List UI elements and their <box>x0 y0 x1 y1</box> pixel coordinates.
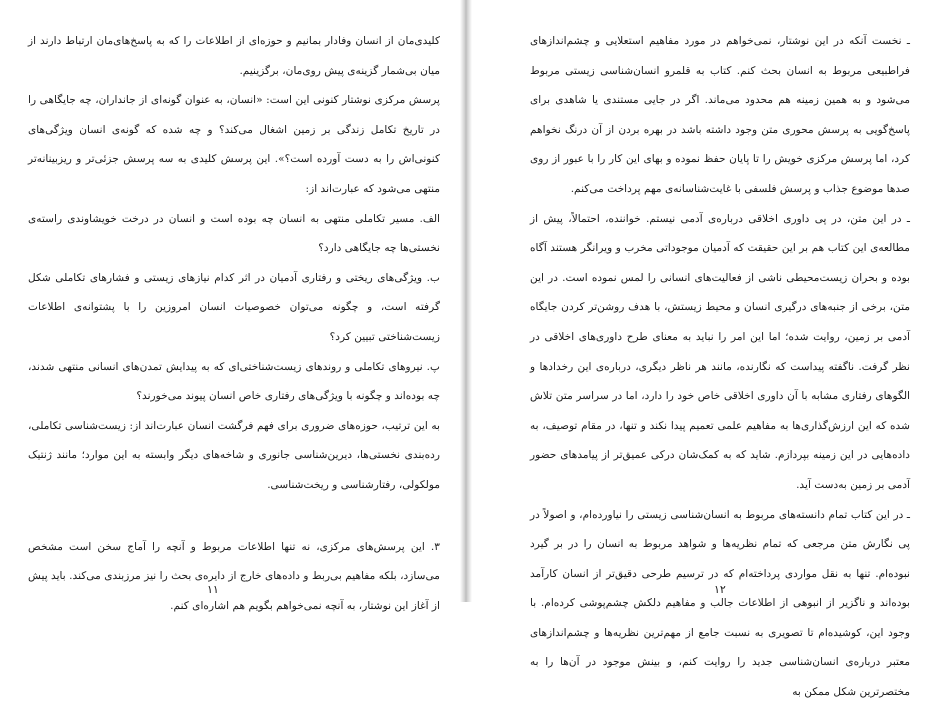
paragraph: ب. ویژگی‌های ریختی و رفتاری آدمیان در اثر کدام نیازهای زیستی و فشارهای تکاملی شکل گرفته است، و چگونه می‌توان خصوصیات انسان امروزین را با پشتوانه‌ی اطلاعات زیست‌شناختی تبیین کرد؟ <box>28 271 440 343</box>
paragraph: پرسش مرکزی نوشتار کنونی این است: «انسان، به عنوان گونه‌ای از جانداران، چه جایگاهی را در تاریخ تکامل زندگی بر زمین اشغال می‌کند؟ و چه شده که گونه‌ی انسان ویژگی‌های کنونی‌اش را به دست آورده است؟». این پرسش کلیدی به سه پرسش جزئی‌تر و ریزبینانه‌تر منتهی می‌شود که عبارت‌اند از: <box>28 94 440 195</box>
book-gutter <box>460 0 472 602</box>
page-number: ۱۲ <box>714 583 726 596</box>
paragraph: ۳. این پرسش‌های مرکزی، نه تنها اطلاعات مربوط و آنچه را آماج سخن است مشخص می‌سازد، بلکه مفاهیم بی‌ربط و داده‌های خارج از دایره‌ی بحث را نیز مرزبندی می‌کند. باید پیش از آغاز این نوشتار، به آنچه نمی‌خواهم بگویم هم اشاره‌ای کنم. <box>28 540 440 612</box>
left-page <box>0 0 460 612</box>
paragraph: به این ترتیب، حوزه‌های ضروری برای فهم فرگشت انسان عبارت‌اند از: زیست‌شناسی تکاملی، رده‌بندی نخستی‌ها، دیرین‌شناسی جانوری و شاخه‌های دیگر وابسته به این موارد؛ مانند ژنتیک مولکولی، رفتارشناسی و ریخت‌شناسی. <box>28 419 440 491</box>
paragraph: ـ در این متن، در پی داوری اخلاقی درباره‌ی آدمی نیستم. خواننده، احتمالاً، پیش از مطالعه‌ی این کتاب هم بر این حقیقت که آدمیان موجوداتی مخرب و ویرانگر هستند آگاه بوده و بحران زیست‌محیطی ناشی از فعالیت‌های انسانی را لمس نموده است. در این متن، برخی از جنبه‌های درگیری انسان و محیط زیستش، با هدف روشن‌تر کردن جایگاه آدمی بر زمین، روایت شده؛ اما این امر را نباید به معنای طرح داوری‌های اخلاقی در نظر گرفت. ناگفته پیداست که نگارنده، مانند هر ناظر دیگری، درباره‌ی این رخدادها و الگوهای رفتاری مشابه با آن داوری اخلاقی خاص خود را دارد، اما در سراسر متن تلاش شده که این ارزش‌گذاری‌ها به مفاهیم علمی تعمیم پیدا نکند و تنها، در مقام توصیف، به داده‌هایی در این زمینه بپردازم. شاید که به کمک‌شان درکی عمیق‌تر از پیامدهای حضور آدمی بر زمین به‌دست آید. <box>530 212 910 491</box>
paragraph: الف. مسیر تکاملی منتهی به انسان چه بوده است و انسان در درخت خویشاوندی راسته‌ی نخستی‌ها چه جایگاهی دارد؟ <box>28 212 440 255</box>
left-page-body <box>28 27 440 621</box>
right-page-body <box>530 27 910 708</box>
right-page <box>472 0 946 699</box>
paragraph: کلیدی‌مان از انسان وفادار بمانیم و حوزه‌ای از اطلاعات را که به پاسخ‌های‌مان ارتباط دارند از میان بی‌شمار گزینه‌ی پیش روی‌مان، برگزینیم. <box>28 35 440 77</box>
paragraph: ـ در این کتاب تمام دانسته‌های مربوط به انسان‌شناسی زیستی را نیاورده‌ام، و اصولاً در پی نگارش متن مرجعی که تمام نظریه‌ها و شواهد مربوط به انسان را در بر گیرد نبوده‌ام. تنها به نقل مواردی پرداخته‌ام که در ترسیم طرحی دقیق‌تر از انسان کارآمد بوده‌اند و ناگزیر از انبوهی از اطلاعات جالب و مفاهیم دلکش چشم‌پوشی کرده‌ام. با وجود این، کوشیده‌ام تا تصویری به نسبت جامع از مهم‌ترین نظریه‌ها و چشم‌اندازهای معتبر درباره‌ی انسان‌شناسی جدید را روایت کنم، و بینش موجود در آن‌ها را به مختصرترین شکل ممکن به <box>530 508 910 699</box>
paragraph: ـ نخست آنکه در این نوشتار، نمی‌خواهم در مورد مفاهیم استعلایی و چشم‌اندازهای فراطبیعی مربوط به انسان بحث کنم. کتاب به قلمرو انسان‌شناسی زیستی مربوط می‌شود و به همین زمینه هم محدود می‌ماند. اگر در جایی مستندی یا شاهدی برای پاسخ‌گویی به پرسش محوری متن وجود داشته باشد در بهره بردن از آن درنگ نخواهم کرد، اما پرسش مرکزی خویش را تا پایان حفظ نموده و بهای این کار را با عبور از روی صدها موضوع جذاب و پرسش فلسفی با غایت‌شناسانه‌ی مهم پرداخت می‌کنم. <box>530 35 910 195</box>
page-number: ۱۱ <box>207 583 219 596</box>
paragraph: پ. نیروهای تکاملی و روندهای زیست‌شناختی‌ای که به پیدایش تمدن‌های انسانی منتهی شدند، چه بوده‌اند و چگونه با ویژگی‌های رفتاری خاص انسان پیوند می‌خورند؟ <box>28 360 440 403</box>
